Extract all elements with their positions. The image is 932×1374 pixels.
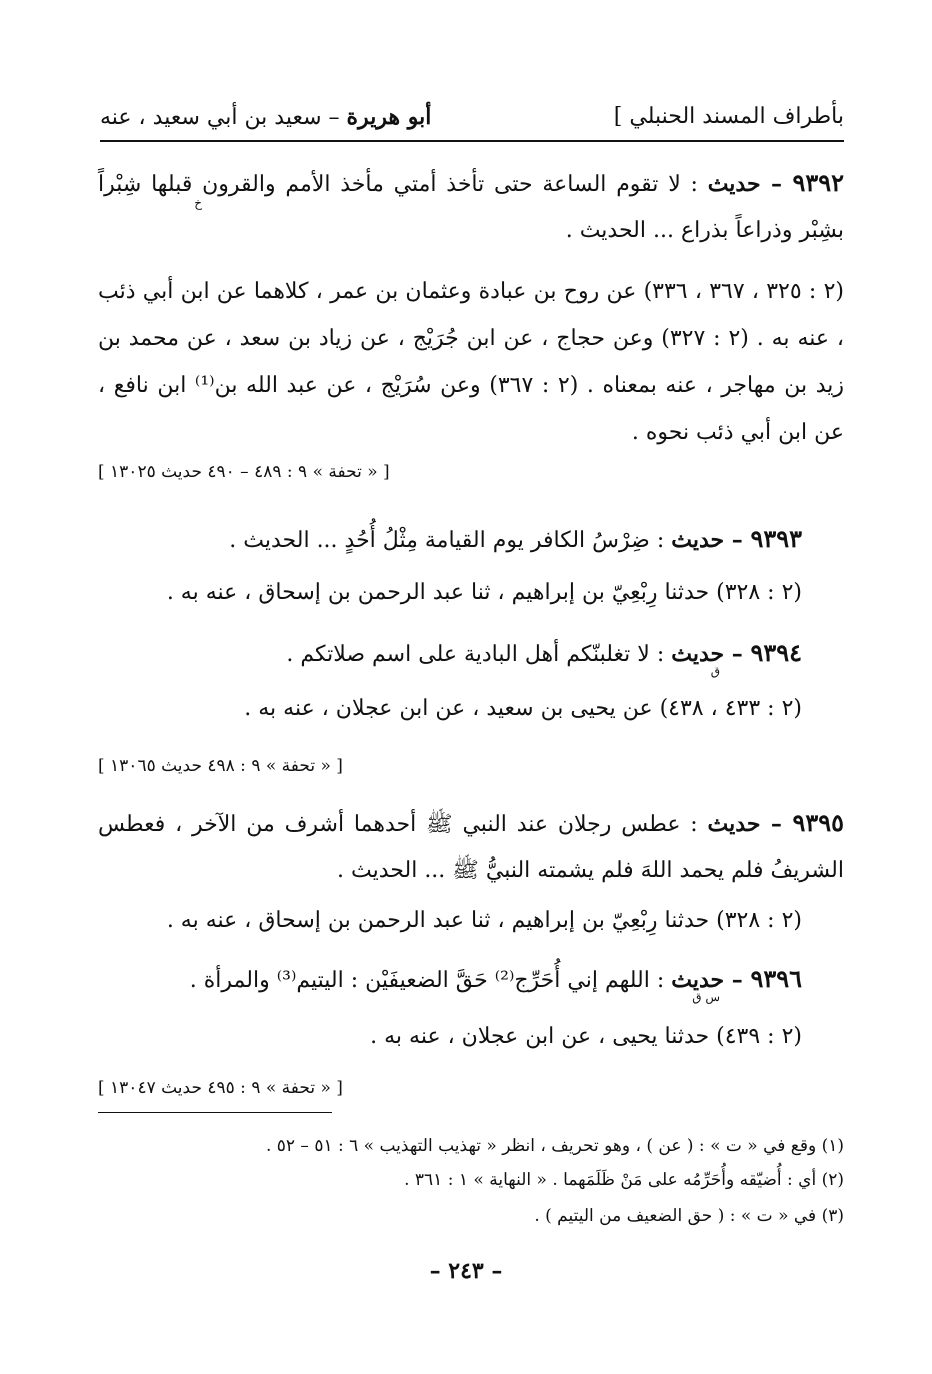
hadith-9393-isnad: (٢ : ٣٢٨) حدثنا رِبْعِيّ بن إبراهيم ، ثنا عبد الرحمن بن إسحاق ، عنه به .	[166, 580, 802, 605]
hadith-text: : لا تغلبنّكم أهل البادية على اسم صلاتكم .	[286, 642, 672, 667]
footnote-divider	[98, 1112, 332, 1113]
hadith-9393	[98, 516, 802, 564]
running-head-title: بأطراف المسند الحنبلي ]	[613, 104, 844, 129]
hadith-text: : عطس رجلان عند النبي ﷺ أحدهما أشرف من الآخر ، فعطس الشريفُ فلم يحمد اللهَ فلم يشمته النبيُّ ﷺ ... الحديث .	[98, 812, 844, 883]
running-head-section	[100, 104, 431, 130]
running-head-section-bold: أبو هريرة	[346, 104, 432, 130]
hadith-label: – حديث	[707, 171, 793, 197]
hadith-label: – حديث	[707, 811, 793, 837]
running-head	[100, 100, 844, 142]
hadith-label: – حديث	[671, 527, 751, 553]
hadith-9396-isnad: (٢ : ٤٣٩) حدثنا يحيى ، عن ابن عجلان ، عنه به .	[370, 1024, 802, 1049]
running-head-section-rest: – سعيد بن أبي سعيد ، عنه	[100, 105, 347, 130]
hadith-9392-ref: [ « تحفة » ٩ : ٤٨٩ – ٤٩٠ حديث ١٣٠٢٥ ]	[98, 462, 390, 482]
hadith-9396-ref: [ « تحفة » ٩ : ٤٩٥ حديث ١٣٠٤٧ ]	[98, 1078, 343, 1098]
hadith-label: – حديث	[671, 641, 751, 667]
hadith-text: : اللهم إني أُحَرِّج⁽²⁾ حَقَّ الضعيفَيْن : اليتيم⁽³⁾ والمرأة .	[189, 968, 672, 993]
hadith-9394	[98, 630, 802, 678]
page-number: – ٢٤٣ –	[429, 1258, 503, 1284]
hadith-label: – حديث	[671, 967, 751, 993]
hadith-text: : لا تقوم الساعة حتى تأخذ أمتي مأخذ الأمم والقرون قبلها شِبْراً بشِبْر وذراعاً بذراع ... الحديث .	[98, 172, 844, 243]
hadith-number: ٩٣٩٦	[750, 964, 802, 993]
hadith-9394-ref: [ « تحفة » ٩ : ٤٩٨ حديث ١٣٠٦٥ ]	[98, 756, 343, 776]
footnote-2: (٢) أي : أُضيّقه وأُحَرِّمُه على مَنْ ظَلَمَهما . « النهاية » ١ : ٣٦١ .	[404, 1170, 844, 1190]
footnote-1: (١) وقع في « ت » : ( عن ) ، وهو تحريف ، انظر « تهذيب التهذيب » ٦ : ٥١ – ٥٢ .	[265, 1136, 844, 1156]
hadith-9394-isnad: (٢ : ٤٣٣ ، ٤٣٨) عن يحيى بن سعيد ، عن ابن عجلان ، عنه به .	[244, 696, 802, 721]
hadith-9392-isnad: (٢ : ٣٢٥ ، ٣٦٧ ، ٣٣٦) عن روح بن عبادة وعثمان بن عمر ، كلاهما عن ابن أبي ذئب ، عنه به . (٢ : ٣٢٧) وعن حجاج ، عن ابن جُرَيْج ، عن زياد بن سعد ، عن محمد بن زيد بن مهاجر ، عنه بمعناه . (٢ : ٣٦٧) وعن سُرَيْج ، عن عبد الله بن⁽¹⁾ ابن نافع ، عن ابن أبي ذئب نحوه .	[98, 279, 845, 445]
hadith-number: ٩٣٩٥	[792, 808, 844, 837]
hadith-9392	[98, 160, 844, 254]
hadith-9395-isnad: (٢ : ٣٢٨) حدثنا رِبْعِيّ بن إبراهيم ، ثنا عبد الرحمن بن إسحاق ، عنه به .	[166, 908, 802, 933]
hadith-text: : ضِرْسُ الكافر يوم القيامة مِثْلُ أُحُدٍ ... الحديث .	[229, 528, 672, 553]
hadith-number: ٩٣٩٢	[792, 168, 844, 197]
hadith-9396-tag: س ق	[692, 990, 720, 1004]
footnote-3: (٣) في « ت » : ( حق الضعيف من اليتيم ) .	[534, 1206, 844, 1226]
hadith-number: ٩٣٩٣	[750, 524, 802, 553]
hadith-9395	[98, 800, 844, 894]
hadith-number: ٩٣٩٤	[750, 638, 802, 667]
hadith-9392-tag: خ	[194, 196, 202, 210]
hadith-9394-tag: ق	[710, 664, 720, 678]
